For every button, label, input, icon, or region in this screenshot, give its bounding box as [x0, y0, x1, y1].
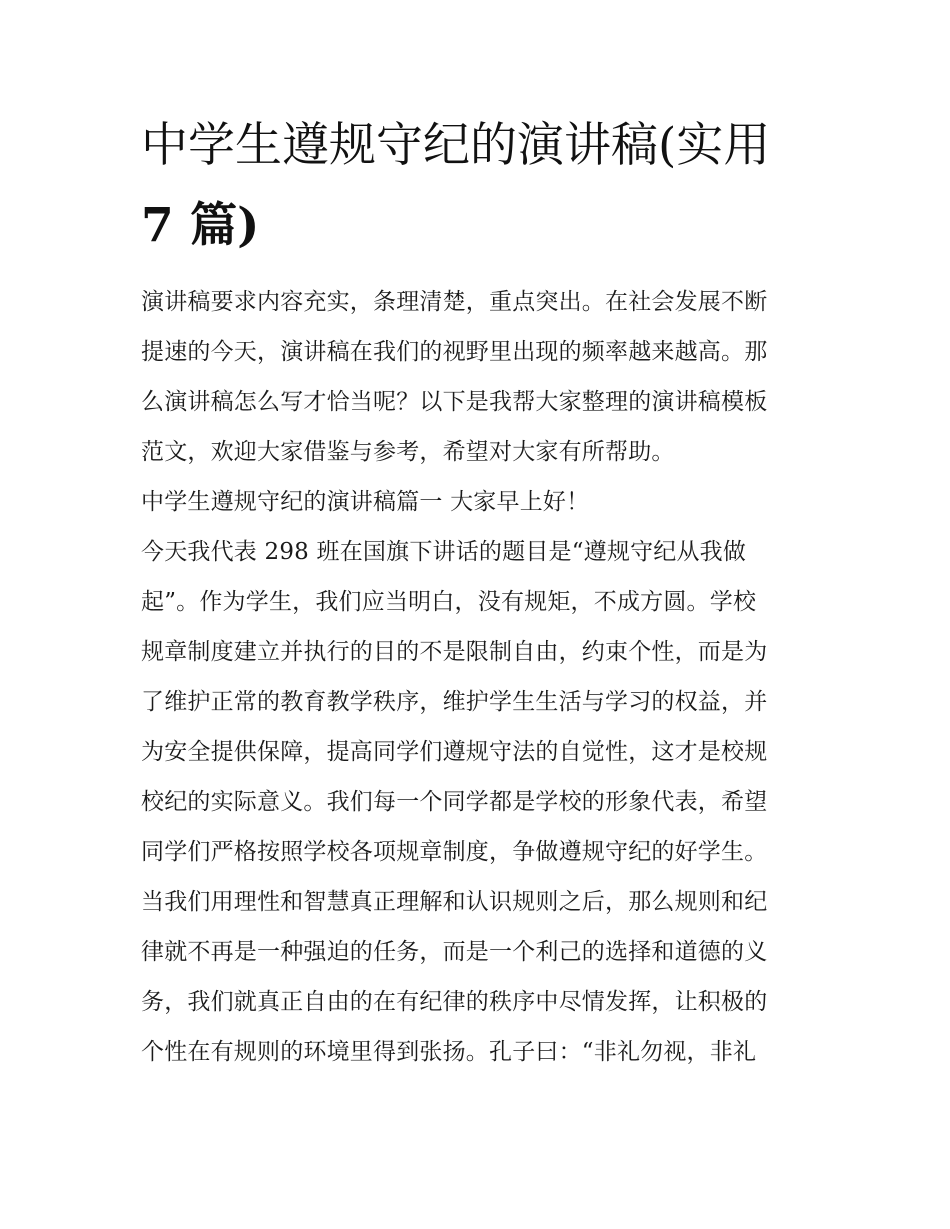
paragraph-line: 了维护正常的教育教学秩序，维护学生生活与学习的权益，并	[141, 689, 768, 715]
paragraph-line: 规章制度建立并执行的目的不是限制自由，约束个性，而是为	[141, 639, 768, 665]
paragraph-line: 校纪的实际意义。我们每一个同学都是学校的形象代表，希望	[141, 789, 768, 815]
section-heading-line: 中学生遵规守纪的演讲稿篇一 大家早上好！	[141, 489, 590, 515]
paragraph-line: 今天我代表 298 班在国旗下讲话的题目是“遵规守纪从我做	[141, 539, 747, 565]
paragraph-line: 当我们用理性和智慧真正理解和认识规则之后，那么规则和纪	[141, 889, 768, 915]
paragraph-line: 起”。作为学生，我们应当明白，没有规矩，不成方圆。学校	[141, 589, 757, 615]
document-title-line-2: 7 篇)	[141, 198, 260, 253]
paragraph-line: 同学们严格按照学校各项规章制度，争做遵规守纪的好学生。	[141, 839, 768, 865]
paragraph-line: 为安全提供保障，提高同学们遵规守法的自觉性，这才是校规	[141, 739, 768, 765]
paragraph-line: 个性在有规则的环境里得到张扬。孔子曰：“非礼勿视，非礼	[141, 1039, 757, 1065]
document-title-line-1: 中学生遵规守纪的演讲稿(实用	[141, 118, 771, 173]
paragraph-line: 务，我们就真正自由的在有纪律的秩序中尽情发挥，让积极的	[141, 989, 768, 1015]
paragraph-line: 提速的今天，演讲稿在我们的视野里出现的频率越来越高。那	[141, 339, 768, 365]
paragraph-line: 律就不再是一种强迫的任务，而是一个利己的选择和道德的义	[141, 939, 768, 965]
paragraph-line: 范文，欢迎大家借鉴与参考，希望对大家有所帮助。	[141, 439, 675, 465]
paragraph-line: 么演讲稿怎么写才恰当呢？以下是我帮大家整理的演讲稿模板	[141, 389, 768, 415]
paragraph-line: 演讲稿要求内容充实，条理清楚，重点突出。在社会发展不断	[141, 289, 768, 315]
